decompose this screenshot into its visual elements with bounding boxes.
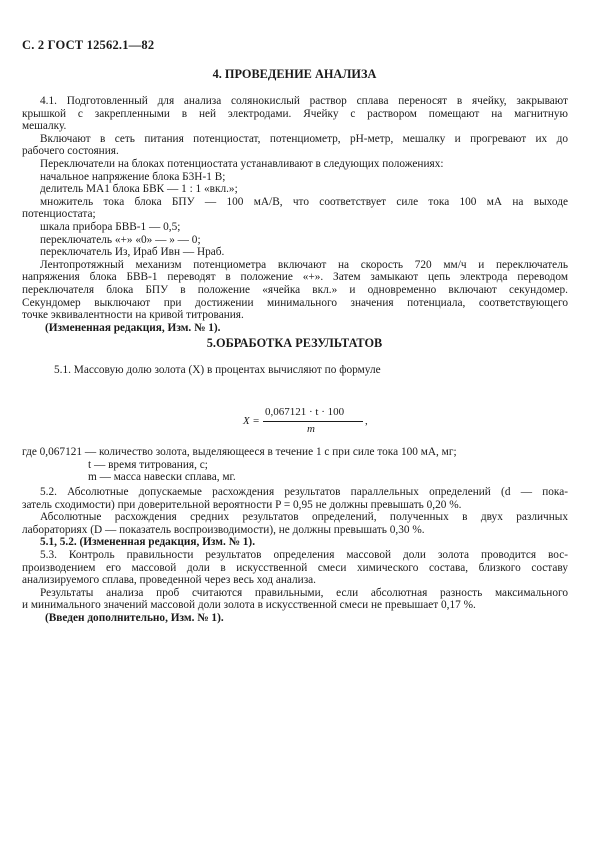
formula-comma: , xyxy=(365,415,368,427)
text-line: анализируемого сплава, проведенной через весь ход анализа. xyxy=(22,574,317,587)
text-line: 5.1. Массовую долю золота (X) в процентах вычисляют по формуле xyxy=(54,364,381,376)
text-line: рабочего состояния. xyxy=(22,145,119,158)
text-line: лабораториях (D — показатель воспроизводимости), не должны превышать 0,30 %. xyxy=(22,523,425,536)
text-line: Секундомер выключают при достижении минимального значения потенциала, соответствующего xyxy=(22,296,568,309)
formula-lhs: X xyxy=(243,415,250,427)
text-line: шкала прибора БВВ-1 — 0,5; xyxy=(40,220,181,233)
text-line: крышкой с закрепленными в ней электродами. Ячейку с раствором помещают на магнитную xyxy=(22,107,568,120)
text-line: и минимального значений массовой доли золота в искусственной смеси не превышает 0,17 %. xyxy=(22,599,476,612)
text-line: потенциостата; xyxy=(22,208,96,221)
text-line: Переключатели на блоках потенциостата устанавливают в следующих положениях: xyxy=(40,157,444,170)
fraction-bar xyxy=(263,421,363,422)
text-line: множитель тока блока БПУ — 100 мА/В, что соответствует силе тока 100 мА на выходе xyxy=(40,195,568,208)
text-line: переключатель «+» «0» — » — 0; xyxy=(40,233,201,246)
section-5-body xyxy=(22,486,568,625)
amendment-note: (Введен дополнительно, Изм. № 1). xyxy=(45,611,224,624)
legend-line: где 0,067121 — количество золота, выделяющееся в течение 1 с при силе тока 100 мА, мг; xyxy=(22,446,457,458)
section-5-title: 5.ОБРАБОТКА РЕЗУЛЬТАТОВ xyxy=(206,336,383,350)
section-4-body xyxy=(22,95,568,334)
formula-equals: = xyxy=(253,415,260,427)
text-line: Включают в сеть питания потенциостат, потенциометр, рН-метр, мешалку и прогревают их до xyxy=(40,132,568,145)
text-line: производением его массовой доли в искусственной смеси химического состава, близкого составу xyxy=(22,561,568,574)
text-line: начальное напряжение блока Б3Н-1 В; xyxy=(40,170,226,183)
text-line: Результаты анализа проб считаются правильными, если абсолютная разность максимального xyxy=(40,586,568,599)
text-line: мешалку. xyxy=(22,120,67,133)
section-5-intro xyxy=(54,364,568,377)
text-line: переключателя блока БПУ в положение «ячейка вкл.» и одновременно включают секундомер. xyxy=(22,283,568,296)
text-line: 5.3. Контроль правильности результатов определения массовой доли золота проводится вос- xyxy=(40,548,568,561)
legend-line: t — время титрования, с; xyxy=(88,458,208,471)
text-line: 5.2. Абсолютные допускаемые расхождения результатов параллельных определений (d — пока- xyxy=(40,486,568,498)
section-4-title: 4. ПРОВЕДЕНИЕ АНАЛИЗА xyxy=(212,67,377,81)
page-header: С. 2 ГОСТ 12562.1—82 xyxy=(22,38,155,52)
text-line: делитель МА1 блока БВК — 1 : 1 «вкл.»; xyxy=(40,183,238,196)
formula-denominator: m xyxy=(307,423,315,435)
text-line: переключатель Из, Ираб Ивн — Нраб. xyxy=(40,246,225,259)
amendment-note: (Измененная редакция, Изм. № 1). xyxy=(45,321,221,334)
text-line: напряжения блока БВВ-1 переводят в положение «+». Затем замыкают цепь электрода переводом xyxy=(22,271,568,284)
text-line: точке эквивалентности на кривой титрования. xyxy=(22,309,244,322)
text-line: 4.1. Подготовленный для анализа солянокислый раствор сплава переносят в ячейку, закрывают xyxy=(40,95,568,107)
gold-mass-formula xyxy=(243,406,383,440)
formula-legend xyxy=(22,446,568,484)
text-line: Абсолютные расхождения средних результатов определений, полученных в двух различных xyxy=(40,511,568,524)
formula-numerator: 0,067121 · t · 100 xyxy=(265,406,345,418)
text-line: Лентопротяжный механизм потенциометра включают на скорость 720 мм/ч и переключатель xyxy=(40,258,568,271)
amendment-note: 5.1, 5.2. (Измененная редакция, Изм. № 1). xyxy=(40,536,256,549)
legend-line: m — масса навески сплава, мг. xyxy=(88,471,236,484)
text-line: затель сходимости) при доверительной вероятности P = 0,95 не должны превышать 0,20 %. xyxy=(22,498,462,511)
